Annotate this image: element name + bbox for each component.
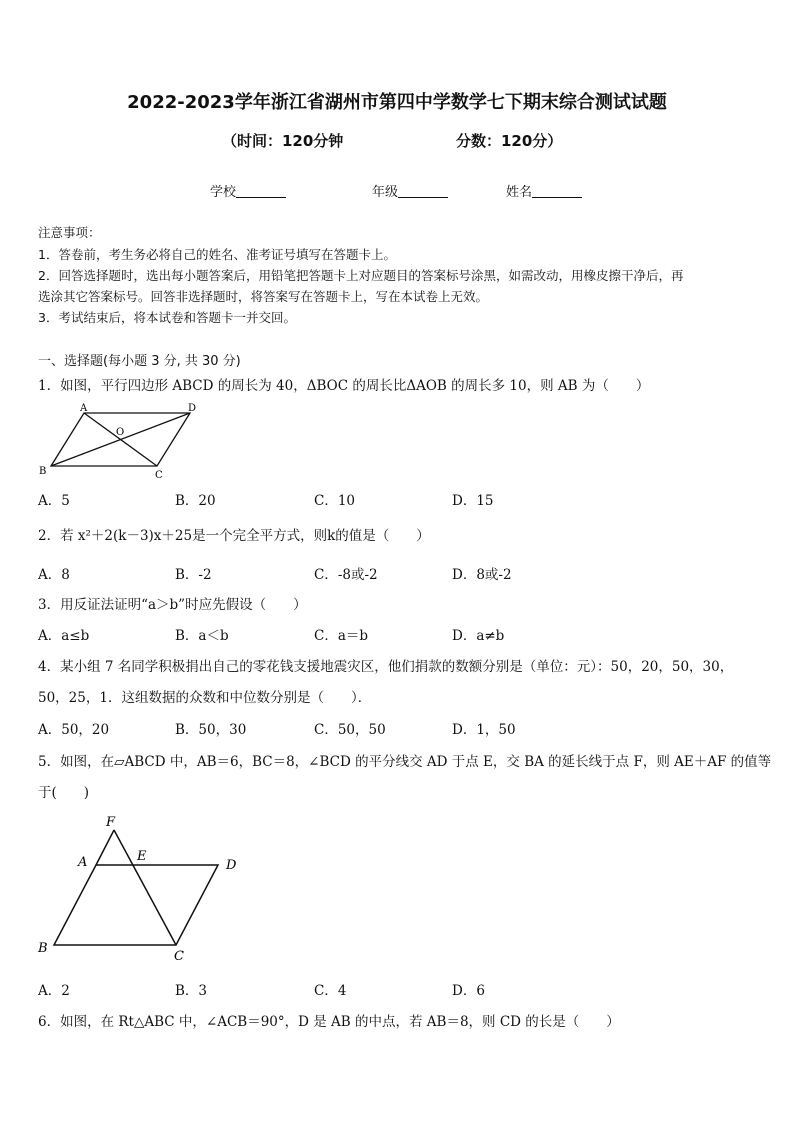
q5-label-c: C: [174, 949, 184, 964]
note-item-1: 1．答卷前，考生务必将自己的姓名、准考证号填写在答题卡上。: [38, 247, 396, 262]
q5-option-b[interactable]: B．3: [175, 983, 208, 999]
q1-option-a[interactable]: A．5: [38, 493, 70, 509]
q6-stem: 6．如图，在 Rt△ABC 中，∠ACB＝90°，D 是 AB 的中点，若 AB＝8，则 CD 的长是（ ）: [38, 1014, 620, 1030]
q1-label-b: B: [39, 466, 47, 477]
q4-option-c[interactable]: C．50，50: [314, 722, 386, 738]
section-heading: 一、选择题(每小题 3 分, 共 30 分): [38, 354, 241, 369]
q1-option-b[interactable]: B．20: [175, 493, 216, 509]
q1-label-o: O: [116, 427, 125, 438]
q1-label-d: D: [188, 403, 197, 414]
q5-option-d[interactable]: D．6: [452, 983, 485, 999]
q1-label-c: C: [155, 470, 163, 481]
q5-parallelogram: [54, 865, 218, 945]
q5-label-e: E: [137, 849, 147, 864]
grade-blank[interactable]: [398, 185, 448, 198]
q5-stem-line2: 于( ): [38, 785, 90, 801]
q5-option-c[interactable]: C．4: [314, 983, 347, 999]
grade-label: 年级: [372, 185, 399, 200]
q1-label-a: A: [80, 403, 88, 414]
page-title: 2022-2023学年浙江省湖州市第四中学数学七下期末综合测试试题: [127, 92, 667, 113]
q3-option-b[interactable]: B．a＜b: [175, 628, 229, 644]
q3-option-c[interactable]: C．a＝b: [314, 628, 369, 644]
q1-stem: 1．如图，平行四边形 ABCD 的周长为 40，ΔBOC 的周长比ΔAOB 的周长多 10，则 AB 为（ ）: [38, 378, 650, 394]
school-label: 学校: [210, 185, 237, 200]
q3-stem: 3．用反证法证明“a＞b”时应先假设（ ）: [38, 597, 307, 613]
q1-option-d[interactable]: D．15: [452, 493, 494, 509]
name-blank[interactable]: [532, 185, 582, 198]
name-field[interactable]: [506, 181, 582, 200]
q3-option-d[interactable]: D．a≠b: [452, 628, 505, 644]
q5-label-f: F: [106, 815, 116, 830]
q4-stem-line1: 4．某小组 7 名同学积极捐出自己的零花钱支援地震灾区，他们捐款的数额分别是（单位：元）：50，20，50，30，: [38, 659, 734, 675]
q5-parallelogram-figure: [34, 808, 254, 968]
q1-parallelogram-figure: [34, 398, 204, 482]
q5-bisector-cf: [114, 830, 176, 945]
q2-option-b[interactable]: B．-2: [175, 567, 212, 583]
q5-extension-ba: [96, 830, 114, 865]
q5-stem-line1: 5．如图，在▱ABCD 中，AB＝6，BC＝8，∠BCD 的平分线交 AD 于点 E，交 BA 的延长线于点 F，则 AE＋AF 的值等: [38, 754, 772, 770]
q5-option-a[interactable]: A．2: [38, 983, 70, 999]
q1-diagonal-bd: [51, 413, 190, 466]
notes-heading: 注意事项：: [38, 225, 101, 240]
school-blank[interactable]: [236, 185, 286, 198]
note-item-3: 3．考试结束后，将本试卷和答题卡一并交回。: [38, 310, 296, 325]
name-label: 姓名: [506, 185, 533, 200]
q1-option-c[interactable]: C．10: [314, 493, 356, 509]
school-field[interactable]: [210, 181, 286, 200]
q5-label-a: A: [78, 855, 88, 870]
q2-option-c[interactable]: C．-8或-2: [314, 567, 378, 583]
q4-stem-line2: 50，25，1．这组数据的众数和中位数分别是（ ）．: [38, 690, 372, 706]
q2-stem: 2．若 x²＋2(k－3)x＋25是一个完全平方式，则k的值是（ ）: [38, 528, 430, 544]
q2-option-a[interactable]: A．8: [38, 567, 70, 583]
note-item-2b: 选涂其它答案标号。回答非选择题时，将答案写在答题卡上，写在本试卷上无效。: [38, 289, 489, 304]
q4-option-b[interactable]: B．50，30: [175, 722, 247, 738]
q2-option-d[interactable]: D．8或-2: [452, 567, 512, 583]
q3-option-a[interactable]: A．a≤b: [38, 628, 90, 644]
q4-option-d[interactable]: D．1，50: [452, 722, 516, 738]
q5-label-d: D: [226, 858, 237, 873]
exam-time: （时间：120分钟: [222, 132, 344, 150]
note-item-2a: 2．回答选择题时，选出每小题答案后，用铅笔把答题卡上对应题目的答案标号涂黑，如需改动，用橡皮擦干净后，再: [38, 268, 684, 283]
q5-label-b: B: [38, 941, 48, 956]
grade-field[interactable]: [372, 181, 448, 200]
q4-option-a[interactable]: A．50，20: [38, 722, 110, 738]
exam-score: 分数：120分）: [456, 132, 563, 150]
